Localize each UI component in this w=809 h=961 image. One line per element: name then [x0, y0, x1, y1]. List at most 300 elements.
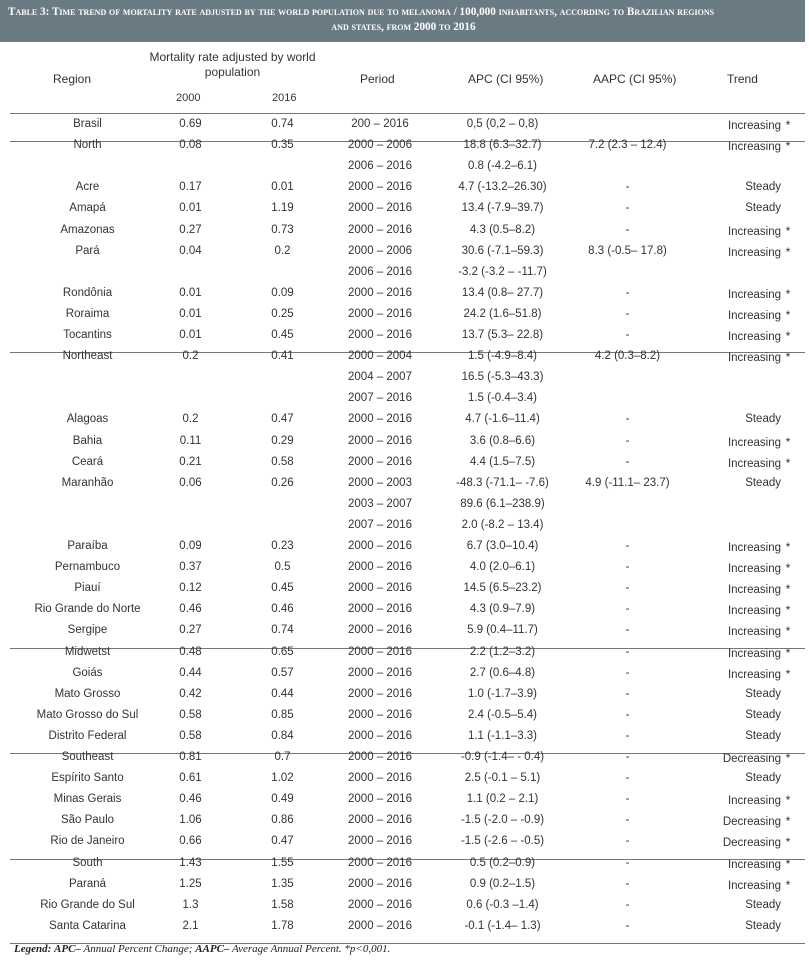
- table-cell-rate-2000: 0.2: [182, 350, 199, 363]
- table-cell-period: 2007 – 2016: [348, 518, 412, 531]
- significance-marker: *: [785, 751, 791, 765]
- table-cell-apc: 16.5 (-5.3–43.3): [461, 371, 544, 384]
- table-cell-rate-2016: 1.58: [271, 898, 294, 911]
- table-cell-apc: 1.1 (0.2 – 2.1): [466, 793, 539, 806]
- header-year-2000: 2000: [176, 92, 201, 104]
- table-cell-apc: 0.8 (-4.2–6.1): [467, 160, 538, 173]
- table-cell-rate-2000: 0.09: [179, 540, 202, 552]
- table-cell-apc: 6.7 (3.0–10.4): [466, 540, 539, 552]
- table-cell-aapc: -: [625, 751, 630, 763]
- table-cell-rate-2000: 0.42: [179, 687, 202, 700]
- table-title-line1: Table 3: Time trend of mortality rate adjusted by the world population due to melanoma / 100,000 inhabitants, according to Brazilian regions: [8, 6, 715, 18]
- table-cell-rate-2000: 0.58: [179, 729, 202, 742]
- trend-label: Steady: [745, 919, 781, 932]
- table-cell-apc: 5.9 (0.4–11.7): [467, 624, 538, 637]
- table-cell-period: 2000 – 2016: [348, 307, 412, 320]
- table-cell-aapc: -: [625, 645, 630, 658]
- table-cell-region: Distrito Federal: [48, 729, 127, 742]
- table-cell-rate-2016: 0.23: [271, 540, 294, 552]
- table-cell-region: Ceará: [71, 455, 104, 468]
- table-cell-region: Minas Gerais: [53, 793, 122, 806]
- significance-marker: *: [785, 814, 791, 829]
- table-cell-aapc: -: [625, 666, 630, 679]
- trend-label: Increasing: [727, 605, 781, 618]
- table-cell-trend: [690, 139, 795, 153]
- table-cell-rate-2000: 0.44: [179, 666, 202, 679]
- table-cell-region: Santa Catarina: [49, 919, 126, 932]
- table-cell-period: 2000 – 2004: [348, 350, 412, 363]
- significance-marker: *: [785, 329, 791, 343]
- table-cell-period: 2000 – 2016: [348, 540, 412, 552]
- table-cell-apc: 4.3 (0.9–7.9): [469, 603, 536, 616]
- table-title: [0, 0, 805, 42]
- table-cell-aapc: -: [625, 898, 630, 911]
- table-cell-period: 2000 – 2016: [348, 666, 412, 679]
- table-cell-region: Pará: [75, 244, 100, 257]
- table-cell-apc: 13.4 (-7.9–39.7): [461, 202, 544, 215]
- table-cell-rate-2000: 0.37: [179, 561, 202, 574]
- table-cell-rate-2000: 0.08: [179, 139, 202, 152]
- table-cell-aapc: -: [625, 708, 630, 721]
- legend-apc-abbr: APC–: [54, 943, 81, 955]
- table-cell-region: Espírito Santo: [51, 772, 124, 785]
- table-cell-rate-2016: 0.85: [271, 708, 294, 721]
- table-cell-trend: [690, 582, 795, 596]
- table-cell-period: 2000 – 2016: [348, 413, 412, 426]
- table-cell-rate-2016: 0.74: [271, 118, 294, 130]
- table-cell-region: Acre: [75, 181, 100, 194]
- table-cell-period: 2003 – 2007: [348, 497, 412, 510]
- significance-marker: *: [785, 223, 791, 238]
- table-cell-region: Mato Grosso do Sul: [36, 708, 139, 721]
- header-region: Region: [53, 72, 92, 86]
- table-cell-rate-2000: 0.01: [179, 329, 202, 341]
- table-cell-region: Brasil: [73, 118, 102, 130]
- table-cell-apc: 2.4 (-0.5–5.4): [467, 708, 538, 721]
- table-cell-rate-2016: 1.35: [271, 877, 294, 890]
- trend-label: Steady: [745, 202, 781, 215]
- table-cell-apc: 14.5 (6.5–23.2): [463, 582, 542, 595]
- table-cell-period: 2000 – 2003: [348, 476, 412, 489]
- table-cell-period: 2000 – 2016: [348, 603, 412, 616]
- header-period: Period: [360, 72, 395, 86]
- table-cell-rate-2000: 0.04: [179, 244, 202, 257]
- header-trend: Trend: [727, 72, 758, 86]
- legend-significance: *p<0,001.: [344, 943, 391, 955]
- trend-label: Decreasing: [722, 837, 781, 850]
- table-cell-apc: 18.8 (6.3–32.7): [463, 139, 542, 152]
- table-cell-trend: [690, 814, 795, 828]
- table-cell-apc: -0.9 (-1.4– - 0.4): [460, 751, 545, 763]
- trend-label: Increasing: [727, 668, 781, 681]
- table-cell-rate-2016: 0.29: [271, 434, 294, 447]
- table-cell-trend: [690, 245, 795, 259]
- table-cell-region: Roraima: [65, 307, 110, 320]
- table-cell-trend: [690, 646, 795, 660]
- table-cell-aapc: -: [625, 624, 630, 637]
- significance-marker: *: [785, 540, 791, 554]
- table-cell-region: South: [72, 856, 103, 869]
- legend-aapc-text: Average Annual Percent.: [231, 943, 342, 955]
- table-cell-period: 2000 – 2016: [348, 751, 412, 763]
- table-cell-region: Maranhão: [61, 476, 114, 489]
- header-divider: [10, 113, 805, 114]
- table-cell-rate-2000: 0.48: [179, 645, 202, 658]
- table-cell-aapc: -: [625, 413, 630, 426]
- table-cell-aapc: -: [625, 561, 630, 574]
- table-cell-rate-2016: 0.86: [271, 814, 294, 827]
- table-cell-period: 2000 – 2016: [348, 919, 412, 932]
- table-cell-rate-2000: 2.1: [182, 919, 199, 932]
- table-cell-rate-2000: 0.12: [179, 582, 202, 595]
- table-cell-region: Mato Grosso: [54, 687, 121, 700]
- table-cell-trend: [690, 667, 795, 681]
- significance-marker: *: [785, 244, 791, 259]
- table-cell-apc: 89.6 (6.1–238.9): [460, 497, 545, 510]
- table-cell-trend: [690, 181, 795, 193]
- legend-apc-text: Annual Percent Change;: [83, 943, 193, 955]
- table-cell-aapc: -: [625, 603, 630, 616]
- table-cell-trend: [690, 224, 795, 238]
- table-cell-apc: -1.5 (-2.0 – -0.9): [460, 814, 545, 827]
- table-cell-region: São Paulo: [60, 814, 115, 827]
- table-cell-rate-2016: 0.41: [271, 350, 294, 363]
- table-cell-region: Rio Grande do Norte: [34, 603, 141, 616]
- significance-marker: *: [785, 286, 791, 301]
- table-cell-trend: [690, 561, 795, 575]
- table-cell-rate-2000: 1.06: [179, 814, 202, 827]
- table-cell-period: 2000 – 2016: [348, 329, 412, 341]
- table-cell-rate-2000: 0.46: [179, 603, 202, 616]
- table-cell-apc: 1.0 (-1.7–3.9): [467, 687, 538, 700]
- table-cell-period: 2006 – 2016: [348, 265, 412, 278]
- table-cell-region: Amazonas: [60, 223, 115, 236]
- table-cell-region: Northeast: [62, 350, 113, 363]
- trend-label: Steady: [745, 476, 781, 489]
- trend-label: Increasing: [727, 141, 781, 154]
- table-cell-period: 2000 – 2016: [348, 561, 412, 574]
- trend-label: Increasing: [727, 436, 781, 449]
- table-cell-rate-2000: 0.81: [179, 751, 202, 763]
- table-cell-apc: 0.9 (0.2–1.5): [469, 877, 536, 890]
- table-cell-rate-2000: 0.21: [179, 455, 202, 468]
- table-cell-trend: [690, 603, 795, 617]
- header-year-2016: 2016: [272, 92, 297, 104]
- table-cell-region: Rondônia: [62, 286, 113, 299]
- trend-label: Increasing: [727, 120, 781, 132]
- table-cell-apc: 4.4 (1.5–7.5): [469, 455, 536, 468]
- table-cell-apc: 2.5 (-0.1 – 5.1): [464, 772, 541, 785]
- trend-label: Increasing: [727, 309, 781, 322]
- table-cell-trend: [690, 435, 795, 449]
- trend-label: Increasing: [727, 584, 781, 597]
- table-cell-rate-2016: 0.65: [271, 645, 294, 658]
- table-cell-rate-2000: 1.43: [179, 856, 202, 869]
- trend-label: Increasing: [727, 858, 781, 871]
- table-cell-aapc: -: [625, 329, 630, 341]
- table-cell-period: 2000 – 2006: [348, 244, 412, 257]
- trend-label: Steady: [745, 708, 781, 721]
- trend-label: Increasing: [727, 288, 781, 301]
- trend-label: Increasing: [727, 352, 781, 365]
- table-cell-rate-2016: 0.01: [271, 181, 294, 194]
- table-cell-trend: [690, 920, 795, 932]
- table-cell-rate-2016: 0.7: [274, 751, 291, 763]
- table-cell-aapc: 4.9 (-11.1– 23.7): [585, 476, 670, 489]
- table-cell-apc: 1.5 (-4.9–8.4): [467, 350, 538, 363]
- trend-label: Increasing: [727, 647, 781, 660]
- table-cell-period: 2000 – 2016: [348, 434, 412, 447]
- table-cell-aapc: -: [625, 772, 630, 785]
- table-cell-trend: [690, 624, 795, 638]
- significance-marker: *: [785, 624, 791, 639]
- table-cell-rate-2016: 1.19: [271, 202, 294, 215]
- table-cell-region: North: [73, 139, 102, 152]
- table-legend: [14, 943, 390, 955]
- significance-marker: *: [785, 350, 791, 365]
- significance-marker: *: [785, 118, 791, 132]
- table-cell-aapc: -: [625, 687, 630, 700]
- table-cell-aapc: -: [625, 877, 630, 890]
- table-cell-region: Goiás: [72, 666, 103, 679]
- table-cell-rate-2016: 1.78: [271, 919, 294, 932]
- table-cell-period: 2000 – 2016: [348, 624, 412, 637]
- table-cell-aapc: 7.2 (2.3 – 12.4): [588, 139, 667, 152]
- table-cell-aapc: -: [625, 793, 630, 806]
- table-cell-rate-2016: 0.26: [271, 476, 294, 489]
- table-cell-apc: -48.3 (-71.1– -7.6): [456, 476, 549, 489]
- table-cell-apc: 2.2 (1.2–3.2): [469, 645, 536, 658]
- significance-marker: *: [785, 645, 791, 660]
- table-cell-aapc: -: [625, 729, 630, 742]
- table-cell-rate-2000: 0.46: [179, 793, 202, 806]
- table-title-line2: and states, from 2000 to 2016: [331, 21, 476, 33]
- table-cell-region: Midwetst: [64, 645, 111, 658]
- table-cell-region: Sergipe: [67, 624, 108, 637]
- trend-label: Increasing: [727, 795, 781, 808]
- table-cell-rate-2016: 0.35: [271, 139, 294, 152]
- trend-label: Increasing: [727, 563, 781, 576]
- trend-label: Steady: [745, 772, 781, 785]
- table-cell-rate-2016: 0.5: [274, 561, 291, 574]
- trend-label: Increasing: [727, 626, 781, 639]
- table-cell-period: 2000 – 2016: [348, 181, 412, 194]
- table-cell-rate-2016: 0.2: [274, 244, 291, 257]
- table-cell-rate-2000: 0.58: [179, 708, 202, 721]
- table-cell-period: 200 – 2016: [351, 118, 409, 130]
- table-cell-rate-2000: 0.11: [179, 434, 202, 447]
- table-cell-trend: [690, 413, 795, 425]
- table-cell-period: 2000 – 2016: [348, 455, 412, 468]
- table-cell-trend: [690, 730, 795, 742]
- significance-marker: *: [785, 666, 791, 681]
- table-cell-aapc: -: [625, 307, 630, 320]
- trend-label: Steady: [745, 181, 781, 194]
- table-cell-region: Pernambuco: [54, 561, 121, 574]
- trend-label: Increasing: [727, 331, 781, 343]
- table-cell-period: 2006 – 2016: [348, 160, 412, 173]
- table-cell-period: 2000 – 2016: [348, 286, 412, 299]
- table-cell-aapc: -: [625, 181, 630, 194]
- table-cell-aapc: -: [625, 286, 630, 299]
- significance-marker: *: [785, 877, 791, 892]
- table-cell-rate-2000: 0.01: [179, 307, 202, 320]
- table-cell-rate-2016: 0.45: [271, 329, 294, 341]
- table-cell-trend: [690, 477, 795, 489]
- table-cell-period: 2000 – 2016: [348, 708, 412, 721]
- legend-aapc-abbr: AAPC–: [195, 943, 230, 955]
- trend-label: Decreasing: [722, 816, 781, 829]
- table-cell-region: Alagoas: [66, 413, 109, 426]
- table-cell-apc: -3.2 (-3.2 – -11.7): [458, 265, 547, 278]
- trend-label: Steady: [745, 898, 781, 911]
- table-cell-aapc: -: [625, 814, 630, 827]
- table-cell-rate-2016: 0.84: [271, 729, 294, 742]
- table-cell-apc: 13.7 (5.3– 22.8): [461, 329, 544, 341]
- significance-marker: *: [785, 835, 791, 850]
- legend-label: Legend:: [14, 943, 52, 955]
- table-cell-aapc: -: [625, 202, 630, 215]
- trend-label: Steady: [745, 729, 781, 742]
- table-cell-rate-2000: 1.3: [182, 898, 199, 911]
- significance-marker: *: [785, 561, 791, 576]
- table-cell-region: Rio de Janeiro: [50, 835, 125, 848]
- table-cell-trend: [690, 772, 795, 784]
- table-cell-rate-2016: 0.44: [271, 687, 294, 700]
- table-cell-period: 2000 – 2016: [348, 877, 412, 890]
- table-cell-trend: [690, 287, 795, 301]
- table-cell-period: 2000 – 2016: [348, 645, 412, 658]
- table-cell-region: Amapá: [69, 202, 106, 215]
- table-cell-rate-2016: 0.46: [271, 603, 294, 616]
- trend-label: Increasing: [727, 542, 781, 554]
- table-cell-rate-2000: 0.27: [179, 624, 202, 637]
- table-cell-rate-2016: 0.47: [271, 413, 294, 426]
- table-cell-region: Bahia: [72, 434, 103, 447]
- table-cell-aapc: 4.2 (0.3–8.2): [594, 350, 661, 363]
- table-cell-region: Paraíba: [67, 540, 108, 552]
- trend-label: Decreasing: [722, 753, 781, 765]
- table-cell-aapc: -: [625, 434, 630, 447]
- table-cell-aapc: -: [625, 919, 630, 932]
- table-cell-trend: [690, 751, 795, 765]
- table-cell-aapc: -: [625, 582, 630, 595]
- table-cell-apc: 13.4 (0.8– 27.7): [461, 286, 544, 299]
- table-cell-rate-2016: 1.55: [271, 856, 294, 869]
- table-cell-apc: 2.7 (0.6–4.8): [469, 666, 536, 679]
- table-cell-trend: [690, 329, 795, 343]
- table-cell-trend: [690, 540, 795, 554]
- table-cell-rate-2000: 0.17: [179, 181, 202, 194]
- table-cell-apc: 1.5 (-0.4–3.4): [467, 392, 538, 405]
- table-cell-period: 2000 – 2016: [348, 814, 412, 827]
- table-cell-aapc: -: [625, 223, 630, 236]
- table-cell-apc: 0.5 (0.2–0.9): [469, 856, 536, 869]
- trend-label: Steady: [745, 413, 781, 426]
- table-cell-rate-2000: 0.69: [179, 118, 202, 130]
- trend-label: Steady: [745, 687, 781, 700]
- significance-marker: *: [785, 139, 791, 154]
- table-cell-trend: [690, 709, 795, 721]
- header-apc: APC (CI 95%): [468, 72, 544, 86]
- table-cell-rate-2016: 1.02: [271, 772, 294, 785]
- table-cell-period: 2000 – 2006: [348, 139, 412, 152]
- table-cell-trend: [690, 878, 795, 892]
- table-cell-period: 2000 – 2016: [348, 856, 412, 869]
- table-cell-trend: [690, 118, 795, 132]
- table-cell-region: Paraná: [68, 877, 107, 890]
- table-cell-period: 2000 – 2016: [348, 898, 412, 911]
- significance-marker: *: [785, 307, 791, 322]
- table-cell-apc: 4.3 (0.5–8.2): [469, 223, 536, 236]
- table-cell-period: 2004 – 2007: [348, 371, 412, 384]
- table-cell-apc: -1.5 (-2.6 – -0.5): [460, 835, 545, 848]
- trend-label: Increasing: [727, 879, 781, 892]
- table-cell-apc: 0.6 (-0.3 –1.4): [466, 898, 539, 911]
- table-cell-rate-2016: 0.47: [271, 835, 294, 848]
- table-cell-trend: [690, 350, 795, 364]
- table-cell-period: 2007 – 2016: [348, 392, 412, 405]
- table-cell-rate-2016: 0.45: [271, 582, 294, 595]
- table-cell-region: Southeast: [61, 751, 114, 763]
- table-cell-trend: [690, 793, 795, 807]
- table-cell-trend: [690, 857, 795, 871]
- table-cell-period: 2000 – 2016: [348, 772, 412, 785]
- table-cell-apc: 2.0 (-8.2 – 13.4): [461, 518, 544, 531]
- table-cell-rate-2000: 0.61: [179, 772, 202, 785]
- significance-marker: *: [785, 582, 791, 597]
- table-cell-apc: 3.6 (0.8–6.6): [469, 434, 536, 447]
- table-cell-apc: 24.2 (1.6–51.8): [463, 307, 542, 320]
- table-cell-rate-2000: 0.01: [179, 202, 202, 215]
- table-cell-rate-2016: 0.74: [271, 624, 294, 637]
- significance-marker: *: [785, 603, 791, 618]
- table-cell-period: 2000 – 2016: [348, 729, 412, 742]
- header-aapc: AAPC (CI 95%): [593, 72, 677, 86]
- table-cell-apc: 30.6 (-7.1–59.3): [461, 244, 544, 257]
- table-cell-rate-2000: 1.25: [179, 877, 202, 890]
- trend-label: Increasing: [727, 457, 781, 470]
- table-cell-period: 2000 – 2016: [348, 793, 412, 806]
- table-cell-rate-2000: 0.06: [179, 476, 202, 489]
- significance-marker: *: [785, 856, 791, 871]
- table-cell-period: 2000 – 2016: [348, 687, 412, 700]
- table-cell-aapc: 8.3 (-0.5– 17.8): [588, 244, 667, 257]
- table-cell-rate-2000: 0.27: [179, 223, 202, 236]
- table-cell-rate-2016: 0.57: [271, 666, 294, 679]
- table-cell-aapc: -: [625, 835, 630, 848]
- table-cell-trend: [690, 202, 795, 214]
- table-cell-trend: [690, 835, 795, 849]
- trend-label: Increasing: [727, 246, 781, 259]
- table-cell-period: 2000 – 2016: [348, 223, 412, 236]
- table-cell-apc: 4.7 (-1.6–11.4): [465, 413, 540, 426]
- table-cell-rate-2000: 0.66: [179, 835, 202, 848]
- table-cell-rate-2000: 0.2: [182, 413, 199, 426]
- table-cell-period: 2000 – 2016: [348, 582, 412, 595]
- table-cell-rate-2016: 0.58: [271, 455, 294, 468]
- table-cell-trend: [690, 308, 795, 322]
- table-cell-apc: 0,5 (0,2 – 0,8): [466, 118, 539, 130]
- table-cell-apc: 1.1 (-1.1–3.3): [467, 729, 538, 742]
- table-cell-apc: -0.1 (-1.4– 1.3): [464, 919, 541, 932]
- table-cell-rate-2016: 0.73: [271, 223, 294, 236]
- table-cell-trend: [690, 899, 795, 911]
- table-cell-apc: 4.0 (2.0–6.1): [469, 561, 536, 574]
- table-cell-rate-2000: 0.01: [179, 286, 202, 299]
- table-cell-rate-2016: 0.09: [271, 286, 294, 299]
- significance-marker: *: [785, 455, 791, 470]
